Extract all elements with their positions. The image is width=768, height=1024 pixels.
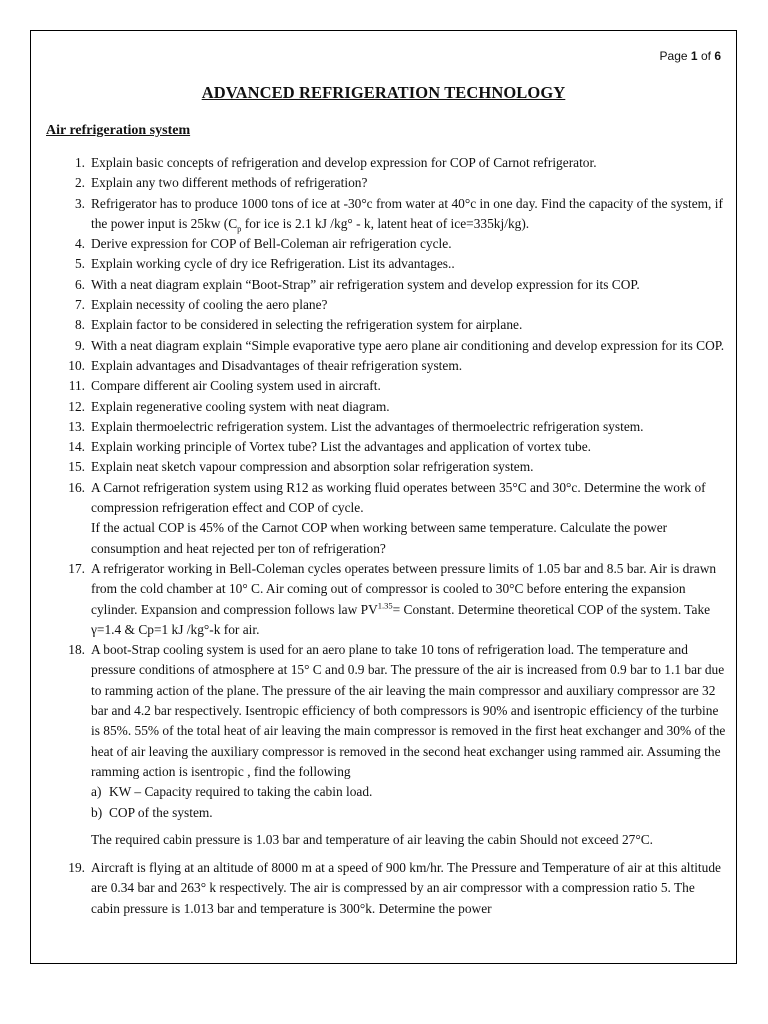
question-text: Explain basic concepts of refrigeration and develop expression for COP of Carnot refrigerator. — [91, 155, 597, 170]
question-number: 15. — [68, 459, 85, 475]
page-number — [660, 49, 721, 63]
question-item — [46, 234, 726, 254]
sub-question-label: a) — [91, 784, 102, 800]
subscript: p — [237, 223, 242, 234]
question-text-part: = Constant. Determine theoretical COP of the system. Take γ=1.4 & Cp=1 kJ /kg°-k for air. — [91, 601, 711, 637]
document-title: ADVANCED REFRIGERATION TECHNOLOGY — [201, 83, 566, 102]
question-text: Explain factor to be considered in selecting the refrigeration system for airplane. — [91, 317, 523, 333]
question-text-part: Refrigerator has to produce 1000 tons of ice at -30°c from water at 40°c in one day. Find the capacity of the system, if the power input is 25kw (C — [91, 195, 723, 231]
question-item — [46, 315, 726, 335]
question-text: Explain working principle of Vortex tube? List the advantages and application of vortex tube. — [91, 439, 592, 455]
sub-question — [91, 782, 726, 802]
question-item — [46, 559, 726, 640]
question-text: Explain any two different methods of refrigeration? — [91, 175, 368, 191]
question-item — [46, 478, 726, 559]
question-text-part: A refrigerator working in Bell-Coleman cycles operates between pressure limits of 1.05 bar and 8.5 bar. Air is drawn from the cold chamber at 10° C. Air coming out of compressor is cooled to 30°C before entering the expansion cylinder. Expansion and compression follows law PV — [91, 560, 717, 617]
question-number: 10. — [68, 357, 85, 373]
question-text: Explain thermoelectric refrigeration system. List the advantages of thermoelectric refrigeration system. — [91, 418, 644, 434]
question-text — [91, 559, 726, 640]
question-item — [46, 275, 726, 295]
question-text — [91, 478, 726, 559]
page-label: Page — [659, 49, 688, 63]
question-text: Explain neat sketch vapour compression and absorption solar refrigeration system. — [91, 459, 534, 475]
question-number: 13. — [68, 418, 85, 434]
page-current: 1 — [690, 49, 698, 63]
question-item — [46, 254, 726, 274]
question-number: 2. — [74, 175, 85, 191]
question-number: 9. — [74, 337, 85, 353]
question-number: 17. — [68, 560, 85, 576]
question-item — [46, 437, 726, 457]
question-item — [46, 457, 726, 477]
question-item — [46, 356, 726, 376]
question-text: With a neat diagram explain “Simple evaporative type aero plane air conditioning and develop expression for its COP. — [91, 337, 725, 353]
question-item — [46, 376, 726, 396]
question-number: 7. — [74, 297, 85, 313]
section-heading: Air refrigeration system — [46, 123, 191, 138]
question-number: 18. — [68, 642, 85, 658]
sub-question-label: b) — [91, 804, 103, 820]
question-text-part: for ice is 2.1 kJ /kg° - k, latent heat of ice=335kj/kg). — [241, 215, 530, 231]
question-number: 8. — [74, 317, 85, 333]
question-number: 16. — [68, 479, 85, 495]
question-item — [46, 417, 726, 437]
question-paragraph: A Carnot refrigeration system using R12 as working fluid operates between 35°C and 30°c. Determine the work of compression refrigeration effect and COP of cycle. — [91, 479, 706, 516]
question-number: 4. — [74, 236, 85, 252]
question-text: Compare different air Cooling system used in aircraft. — [91, 378, 381, 394]
question-item — [46, 397, 726, 417]
question-number: 5. — [74, 256, 85, 272]
question-item — [46, 858, 726, 919]
question-number: 6. — [74, 276, 85, 292]
question-number: 12. — [68, 398, 85, 414]
question-item — [46, 153, 726, 173]
spacer — [91, 823, 726, 830]
question-number: 14. — [68, 439, 85, 455]
question-text — [91, 640, 726, 850]
question-item — [46, 173, 726, 193]
question-text: Explain working cycle of dry ice Refrigeration. List its advantages.. — [91, 256, 455, 272]
question-item — [46, 336, 726, 356]
page-of: of — [700, 49, 711, 63]
question-text: Explain regenerative cooling system with neat diagram. — [91, 398, 390, 414]
page-total: 6 — [714, 49, 721, 63]
question-text: Derive expression for COP of Bell-Coleman air refrigeration cycle. — [91, 236, 452, 252]
question-text: With a neat diagram explain “Boot-Strap” air refrigeration system and develop expression for its COP. — [91, 276, 640, 292]
question-paragraph: If the actual COP is 45% of the Carnot COP when working between same temperature. Calculate the power consumption and heat rejected per ton of refrigeration? — [91, 520, 668, 556]
question-text: Explain necessity of cooling the aero plane? — [91, 297, 328, 313]
question-text: Explain advantages and Disadvantages of theair refrigeration system. — [91, 357, 463, 373]
question-number: 1. — [74, 155, 85, 170]
question-number: 3. — [74, 195, 85, 211]
question-item — [46, 295, 726, 315]
sub-question-text: COP of the system. — [109, 804, 213, 820]
question-item — [46, 640, 726, 850]
question-list — [46, 153, 726, 919]
question-number: 19. — [68, 860, 85, 876]
question-text: Aircraft is flying at an altitude of 8000 m at a speed of 900 km/hr. The Pressure and Temperature of air at this altitude are 0.34 bar and 263° k respectively. The air is compressed by an air compressor with a compression ratio 5. The cabin pressure is 1.013 bar and temperature is 300°k. Determine the power — [91, 860, 721, 916]
sub-question-text: KW – Capacity required to taking the cabin load. — [109, 784, 373, 800]
superscript: 1.35 — [377, 600, 393, 611]
question-item — [46, 194, 726, 235]
question-paragraph: A boot-Strap cooling system is used for an aero plane to take 10 tons of refrigeration load. The temperature and pressure conditions of atmosphere at 15° C and 0.9 bar. The pressure of the air is increased from 0.9 bar to 1.1 bar due to ramming action of the plane. The pressure of the air leaving the main compressor and auxiliary compressor are 32 bar and 4.2 bar respectively. Isentropic efficiency of both compressors is 90% and isentropic efficiency of the turbine is 85%. 55% of the total heat of air leaving the main compressor is removed in the first heat exchanger and 30% of the heat of air leaving the auxiliary compressor is removed in the second heat exchanger using rammed air. Assuming the ramming action is isentropic , find the following — [91, 642, 726, 779]
question-number: 11. — [68, 378, 85, 394]
question-paragraph: The required cabin pressure is 1.03 bar and temperature of air leaving the cabin Should not exceed 27°C. — [91, 831, 653, 847]
page-frame — [30, 30, 737, 964]
question-text — [91, 194, 726, 235]
sub-question — [91, 803, 726, 823]
